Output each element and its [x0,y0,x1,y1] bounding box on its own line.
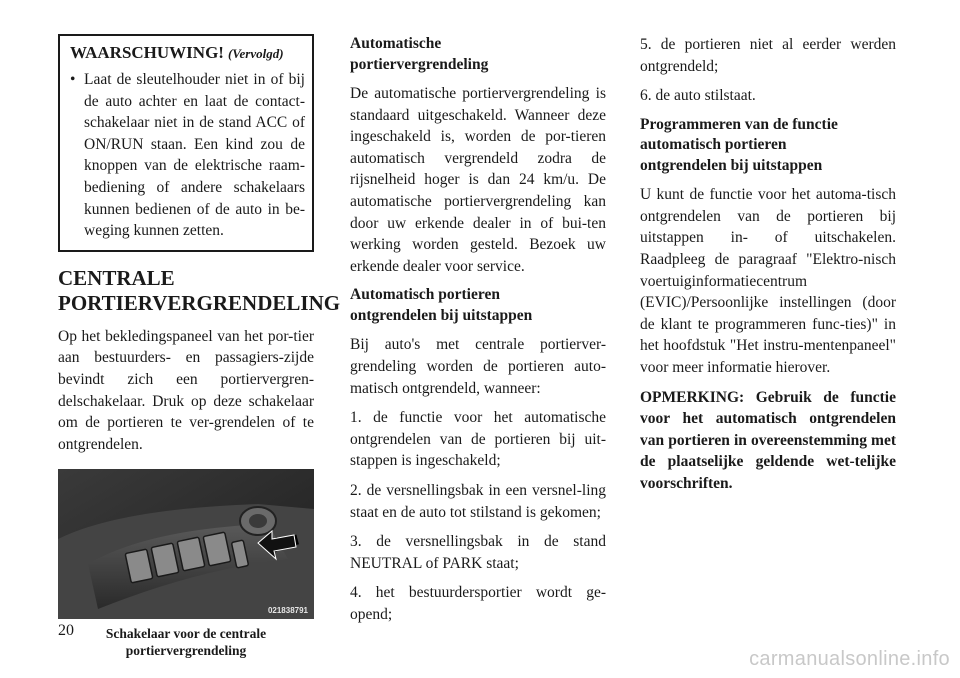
section-title-line1: CENTRALE [58,265,175,290]
auto-lock-heading [350,34,606,75]
list-item: 3. de versnellingsbak in de stand NEUTRAL of PARK staat; [350,533,606,572]
warning-box [58,34,314,252]
page-number: 20 [58,622,74,639]
auto-unlock-heading-line1: Automatisch portieren [350,286,500,304]
section-title [58,265,341,316]
programming-heading-line3: ontgrendelen bij uitstappen [640,156,823,174]
note-text: OPMERKING: Gebruik de functie voor het automatisch ontgrendelen van portieren in overeenstemming met de plaatselijke geldende wet-telijke voorschriften. [640,388,896,492]
auto-lock-heading-line2: portiervergrendeling [350,55,489,73]
door-lock-switch-figure [58,469,314,619]
list-item: 5. de portieren niet al eerder werden ontgrendeld; [640,36,896,75]
column-right [640,34,896,495]
list-item: 2. de versnellingsbak in een versnel-ling staat en de auto tot stilstand is gekomen; [350,481,606,521]
warning-item [70,69,305,242]
list-item: 1. de functie voor het automatische ontgrendelen van de portieren bij uit-stappen is ingeschakeld; [350,409,606,470]
section-intro: Op het bekledingspaneel van het por-tier aan bestuurders- en passagiers-zijde bevindt zich een portiervergren-delschakelaar. Druk op deze schakelaar om de portieren te ver-grendelen of te ontgrendelen. [58,327,314,453]
column-middle [350,34,606,633]
figure-code: 021838791 [267,606,308,616]
list-item: 6. de auto stilstaat. [640,87,756,105]
auto-lock-text: De automatische portiervergrendeling is standaard uitgeschakeld. Wanneer deze ingeschakeld is, worden de por-tieren automatisch vergrendeld zodra de rijsnelheid hoger is dan 24 km/u. De automatische portiervergrendeling kan door uw erkende dealer in of bui-ten werking worden gesteld. Bezoek uw erkende dealer voor service. [350,85,606,275]
bullet: • [70,71,76,88]
column-left [58,34,341,659]
programming-heading [640,115,896,177]
programming-heading-line1: Programmeren van de functie [640,115,838,133]
caption-line1: Schakelaar voor de centrale [105,626,267,642]
caption-line2: portiervergrendeling [125,643,247,659]
door-panel-photo [58,469,314,619]
list-item: 4. het bestuurdersportier wordt ge-opend; [350,584,606,623]
auto-unlock-intro: Bij auto's met centrale portierver-grendeling worden de portieren auto-matisch ontgrendeld, wanneer: [350,336,606,397]
programming-text: U kunt de functie voor het automa-tisch ontgrendelen van de portieren bij uitstappen in- of uitschakelen. Raadpleeg de paragraaf "Elektro-nisch voertuiginformatiecentrum (EVIC)/Persoonlijke instellingen (door de klant te programmeren func-ties)" in het hoofdstuk "Het instru-mentenpaneel" voor meer informatie hierover. [640,186,896,377]
section-title-line2: PORTIERVERGRENDELING [58,290,341,315]
warning-title: WAARSCHUWING! [70,43,224,62]
auto-lock-heading-line1: Automatische [350,35,442,52]
auto-unlock-heading-line2: ontgrendelen bij uitstappen [350,306,533,324]
figure-caption [58,625,314,659]
watermark: carmanualsonline.info [749,648,950,670]
warning-continued: (Vervolgd) [227,46,284,61]
programming-heading-line2: automatisch portieren [640,136,787,154]
warning-text: Laat de sleutelhouder niet in of bij de auto achter en laat de contact-schakelaar niet in de stand ACC of ON/RUN staan. Een kind zou de knoppen van de elektrische raam-bediening of andere schakelaars kunnen bedienen of de auto in be-weging kunnen zetten. [84,71,305,240]
warning-heading [70,42,305,65]
auto-unlock-heading [350,285,606,326]
